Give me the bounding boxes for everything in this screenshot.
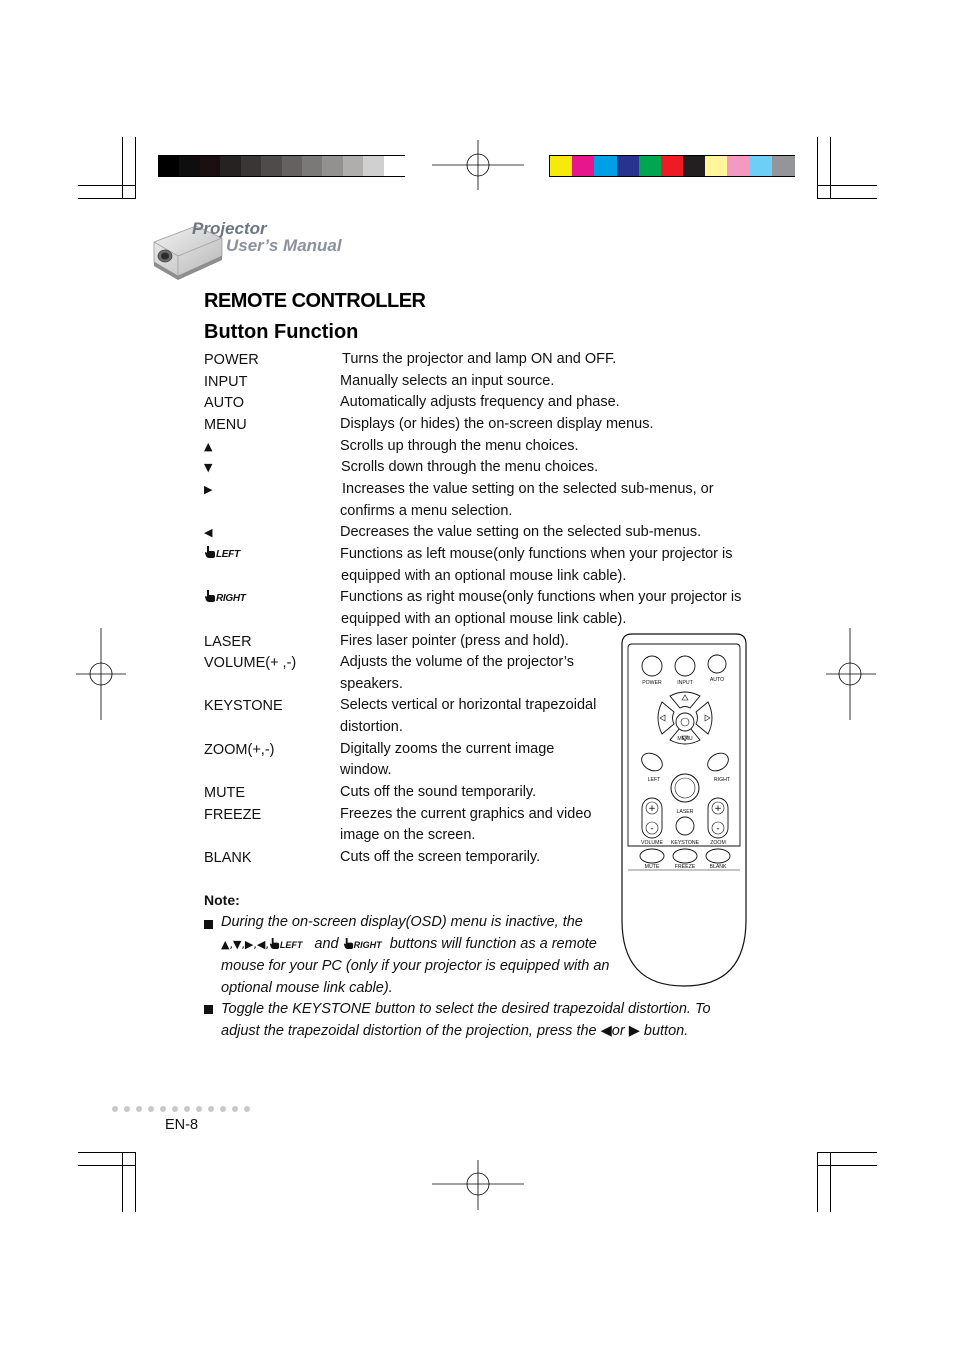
- remote-label-auto: AUTO: [709, 677, 725, 683]
- desc-keystone-line1: Selects vertical or horizontal trapezoidal: [340, 697, 597, 713]
- grayscale-calibration-bar: [158, 155, 405, 177]
- input-button: [675, 656, 695, 676]
- remote-label-mute: MUTE: [644, 864, 660, 870]
- remote-label-input: INPUT: [677, 680, 693, 686]
- desc-menu: Displays (or hides) the on-screen display menus.: [340, 416, 654, 432]
- desc-volume-line2: speakers.: [340, 676, 403, 692]
- note-buttons-text: buttons will function as a remote: [389, 936, 597, 952]
- right-mouse-label: RIGHT: [216, 593, 246, 604]
- mute-button: [640, 849, 664, 863]
- desc-left-mouse-line2: equipped with an optional mouse link cable).: [341, 568, 627, 584]
- calibration-swatch: [200, 156, 221, 176]
- left-mouse-label: LEFT: [216, 549, 240, 560]
- calibration-swatch: [550, 156, 573, 176]
- remote-label-keystone: KEYSTONE: [670, 840, 700, 846]
- freeze-button: [673, 849, 697, 863]
- calibration-swatch: [683, 156, 706, 176]
- remote-control-illustration: [618, 630, 750, 990]
- calibration-swatch: [220, 156, 241, 176]
- blank-button: [706, 849, 730, 863]
- calibration-swatch: [727, 156, 750, 176]
- calibration-swatch: [241, 156, 262, 176]
- calibration-swatch: [750, 156, 773, 176]
- registration-target-right: [826, 628, 876, 720]
- key-laser: LASER: [204, 634, 252, 650]
- note-1-line4: optional mouse link cable).: [221, 980, 393, 996]
- note-2-line1: Toggle the KEYSTONE button to select the desired trapezoidal distortion. To: [221, 1001, 711, 1017]
- svg-text:+: +: [648, 804, 656, 814]
- keystone-button: [676, 817, 694, 835]
- remote-label-menu: MENU: [677, 736, 693, 742]
- desc-freeze-line2: image on the screen.: [340, 827, 476, 843]
- remote-label-zoom: ZOOM: [710, 840, 726, 846]
- subsection-title: Button Function: [204, 321, 359, 343]
- svg-text:-: -: [716, 824, 720, 834]
- calibration-swatch: [772, 156, 795, 176]
- desc-right-line1: Increases the value setting on the selected sub-menus, or: [342, 481, 714, 497]
- note-arrow-keys: ▲,▼,▶,◀,: [221, 938, 269, 951]
- key-freeze: FREEZE: [204, 807, 262, 823]
- desc-mute: Cuts off the sound temporarily.: [340, 784, 537, 800]
- remote-label-laser: LASER: [676, 809, 694, 815]
- desc-volume-line1: Adjusts the volume of the projector’s: [340, 654, 575, 670]
- calibration-swatch: [384, 156, 405, 176]
- svg-text:-: -: [650, 824, 654, 834]
- registration-target-top: [432, 140, 524, 190]
- key-down-arrow: ▼: [204, 461, 213, 474]
- left-mouse-hand-icon: [204, 545, 216, 559]
- note-1-line3: mouse for your PC (only if your projector is equipped with an: [221, 958, 610, 974]
- calibration-swatch: [639, 156, 662, 176]
- desc-input: Manually selects an input source.: [340, 373, 555, 389]
- key-keystone: KEYSTONE: [204, 698, 283, 714]
- key-left-arrow: ◀: [204, 526, 213, 539]
- key-right-mouse: [204, 589, 246, 605]
- calibration-swatch: [179, 156, 200, 176]
- remote-label-right: RIGHT: [713, 777, 731, 783]
- calibration-swatch: [261, 156, 282, 176]
- desc-right-line2: confirms a menu selection.: [340, 503, 513, 519]
- desc-right-mouse-line1: Functions as right mouse(only functions when your projector is: [340, 589, 742, 605]
- registration-target-bottom: [432, 1160, 524, 1210]
- registration-target-left: [76, 628, 126, 720]
- calibration-swatch: [705, 156, 728, 176]
- desc-down: Scrolls down through the menu choices.: [341, 459, 599, 475]
- key-blank: BLANK: [204, 850, 252, 866]
- desc-keystone-line2: distortion.: [340, 719, 403, 735]
- note-right-label: RIGHT: [353, 940, 382, 950]
- key-power: POWER: [204, 352, 259, 368]
- calibration-swatch: [594, 156, 617, 176]
- note-right-mouse-icon: [343, 937, 354, 950]
- desc-left-mouse-line1: Functions as left mouse(only functions when your projector is: [340, 546, 733, 562]
- desc-freeze-line1: Freezes the current graphics and video: [340, 806, 592, 822]
- calibration-swatch: [617, 156, 640, 176]
- desc-laser: Fires laser pointer (press and hold).: [340, 633, 569, 649]
- calibration-swatch: [282, 156, 303, 176]
- note-title: Note:: [204, 892, 240, 908]
- calibration-swatch: [661, 156, 684, 176]
- note-left-mouse-icon: [269, 937, 280, 950]
- key-auto: AUTO: [204, 395, 245, 411]
- desc-zoom-line2: window.: [340, 762, 392, 778]
- note-bullet-2: [204, 1005, 213, 1014]
- desc-right-mouse-line2: equipped with an optional mouse link cable).: [341, 611, 627, 627]
- section-title: REMOTE CONTROLLER: [204, 290, 426, 312]
- key-zoom: ZOOM(+,-): [204, 742, 275, 758]
- desc-blank: Cuts off the screen temporarily.: [340, 849, 541, 865]
- remote-label-blank: BLANK: [709, 864, 727, 870]
- key-right-arrow: ▶: [204, 483, 213, 496]
- key-left-mouse: [204, 545, 240, 561]
- remote-label-volume: VOLUME: [641, 840, 663, 846]
- desc-zoom-line1: Digitally zooms the current image: [340, 741, 555, 757]
- calibration-swatch: [572, 156, 595, 176]
- desc-up: Scrolls up through the menu choices.: [340, 438, 579, 454]
- calibration-swatch: [159, 156, 180, 176]
- svg-text:+: +: [714, 804, 722, 814]
- note-2-line2: adjust the trapezoidal distortion of the projection, press the ◀or ▶ button.: [221, 1023, 689, 1039]
- desc-power: Turns the projector and lamp ON and OFF.: [342, 351, 617, 367]
- remote-label-freeze: FREEZE: [674, 864, 696, 870]
- calibration-swatch: [363, 156, 384, 176]
- note-left-label: LEFT: [279, 940, 303, 950]
- desc-auto: Automatically adjusts frequency and phase.: [340, 394, 620, 410]
- note-bullet-1: [204, 920, 213, 929]
- key-volume: VOLUME(+ ,-): [204, 655, 297, 671]
- remote-label-left: LEFT: [647, 777, 661, 783]
- right-mouse-hand-icon: [204, 589, 216, 603]
- desc-left: Decreases the value setting on the selected sub-menus.: [340, 524, 702, 540]
- key-input: INPUT: [204, 374, 248, 390]
- key-menu: MENU: [204, 417, 247, 433]
- page-number: EN-8: [165, 1117, 199, 1133]
- note-1-line2: [221, 934, 597, 957]
- logo-line-2: User’s Manual: [226, 236, 342, 255]
- calibration-swatch: [343, 156, 364, 176]
- power-button: [642, 656, 662, 676]
- key-up-arrow: ▲: [204, 440, 213, 453]
- note-and: and: [314, 936, 339, 952]
- calibration-swatch: [302, 156, 323, 176]
- auto-button: [708, 655, 726, 673]
- color-calibration-bar: [549, 155, 795, 177]
- note-1-line1: During the on-screen display(OSD) menu is inactive, the: [221, 914, 583, 930]
- calibration-swatch: [322, 156, 343, 176]
- key-mute: MUTE: [204, 785, 246, 801]
- menu-button: [676, 713, 694, 731]
- logo-line-1: Projector: [192, 219, 267, 238]
- remote-label-power: POWER: [642, 680, 662, 686]
